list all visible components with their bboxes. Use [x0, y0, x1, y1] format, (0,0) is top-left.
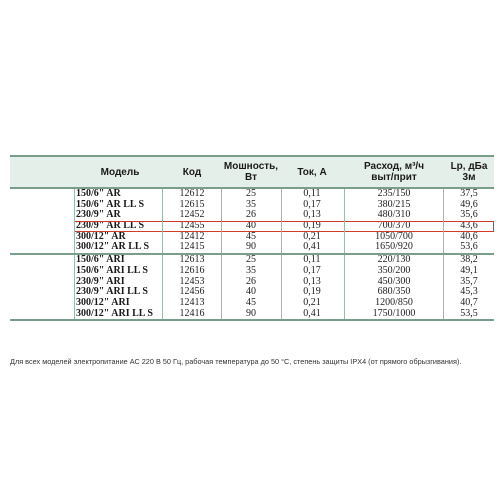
column-divider: [344, 255, 345, 319]
column-divider: [221, 255, 222, 319]
group-surface: [10, 189, 494, 253]
header-flow-line2: выт/прит: [371, 172, 417, 183]
column-divider: [74, 255, 75, 319]
column-divider: [162, 189, 163, 253]
group-divider: [10, 319, 494, 321]
table-row: [10, 242, 494, 253]
code-cell: 12613: [179, 254, 205, 266]
code-cell: 12412: [179, 230, 205, 242]
noise-cell: 35,7: [460, 275, 478, 287]
power-cell: 25: [246, 254, 256, 266]
column-divider: [443, 255, 444, 319]
table-header: [10, 155, 494, 189]
footnote: Для всех моделей электропитание АС 220 В 50 Гц, рабочая температура до 50 °С, степень защиты IPX4 (от прямого обрызгивания).: [10, 357, 462, 366]
flow-cell: 680/350: [377, 286, 411, 298]
column-divider: [221, 189, 222, 253]
power-cell: 25: [246, 188, 256, 199]
flow-cell: 350/200: [377, 264, 411, 276]
code-cell: 12415: [179, 241, 205, 253]
table-row: [10, 298, 494, 309]
code-cell: 12455: [179, 220, 205, 232]
column-divider: [162, 255, 163, 319]
current-cell: 0,21: [303, 230, 321, 242]
model-cell: 230/9" AR LL S: [76, 220, 145, 232]
current-cell: 0,41: [303, 307, 321, 319]
current-cell: 0,21: [303, 296, 321, 308]
code-cell: 12452: [179, 209, 205, 221]
header-flow: [346, 157, 442, 187]
power-cell: 45: [246, 296, 256, 308]
noise-cell: 35,6: [460, 209, 478, 221]
model-cell: 150/6" ARI: [76, 254, 125, 266]
flow-cell: 220/130: [377, 254, 411, 266]
noise-cell: 43,6: [460, 220, 478, 232]
noise-cell: 53,6: [460, 241, 478, 253]
model-cell: 300/12" AR LL S: [76, 241, 150, 253]
current-cell: 0,19: [303, 286, 321, 298]
header-current: Ток, А: [297, 166, 327, 178]
power-cell: 26: [246, 209, 256, 221]
flow-cell: 480/310: [377, 209, 411, 221]
column-divider: [443, 189, 444, 253]
current-cell: 0,13: [303, 275, 321, 287]
code-cell: 12456: [179, 286, 205, 298]
flow-cell: 380/215: [377, 198, 411, 210]
model-cell: 150/6" AR LL S: [76, 198, 145, 210]
current-cell: 0,17: [303, 198, 321, 210]
code-cell: 12413: [179, 296, 205, 308]
code-cell: 12615: [179, 198, 205, 210]
noise-cell: 49,1: [460, 264, 478, 276]
group-recessed: [10, 255, 494, 319]
power-cell: 90: [246, 241, 256, 253]
noise-cell: 40,6: [460, 230, 478, 242]
current-cell: 0,13: [303, 209, 321, 221]
power-cell: 90: [246, 307, 256, 319]
current-cell: 0,17: [303, 264, 321, 276]
noise-cell: 45,3: [460, 286, 478, 298]
power-cell: 40: [246, 286, 256, 298]
header-noise: Lp, дБа 3м: [450, 161, 488, 183]
header-code: Код: [182, 166, 202, 178]
spec-table-container: [10, 155, 494, 321]
model-cell: 230/9" ARI: [76, 275, 125, 287]
model-cell: 300/12" ARI LL S: [76, 307, 153, 319]
noise-cell: 49,6: [460, 198, 478, 210]
code-cell: 12616: [179, 264, 205, 276]
model-cell: 230/9" AR: [76, 209, 121, 221]
column-divider: [281, 255, 282, 319]
table-row: [10, 266, 494, 277]
power-cell: 40: [246, 220, 256, 232]
table-body: [10, 189, 494, 321]
model-cell: 150/6" ARI LL S: [76, 264, 148, 276]
noise-cell: 53,5: [460, 307, 478, 319]
code-cell: 12453: [179, 275, 205, 287]
model-cell: 300/12" AR: [76, 230, 126, 242]
code-cell: 12416: [179, 307, 205, 319]
power-cell: 35: [246, 264, 256, 276]
header-flow-line1: Расход, м³/ч: [363, 161, 425, 172]
flow-cell: 1200/850: [375, 296, 413, 308]
flow-cell: 450/300: [377, 275, 411, 287]
noise-cell: 40,7: [460, 296, 478, 308]
power-cell: 26: [246, 275, 256, 287]
flow-cell: 700/370: [377, 220, 411, 232]
current-cell: 0,11: [303, 254, 321, 266]
column-divider: [344, 189, 345, 253]
header-power: Мошность, Вт: [223, 161, 279, 183]
power-cell: 45: [246, 230, 256, 242]
power-cell: 35: [246, 198, 256, 210]
table-row: [10, 309, 494, 320]
flow-cell: 235/150: [377, 188, 411, 199]
current-cell: 0,19: [303, 220, 321, 232]
header-model: Модель: [100, 166, 140, 178]
current-cell: 0,11: [303, 188, 321, 199]
column-divider: [281, 189, 282, 253]
flow-cell: 1750/1000: [372, 307, 416, 319]
model-cell: 230/9" ARI LL S: [76, 286, 148, 298]
flow-cell: 1050/700: [375, 230, 413, 242]
column-divider: [74, 189, 75, 253]
noise-cell: 38,2: [460, 254, 478, 266]
noise-cell: 37,5: [460, 188, 478, 199]
code-cell: 12612: [179, 188, 205, 199]
spec-table: [10, 155, 494, 321]
current-cell: 0,41: [303, 241, 321, 253]
model-cell: 150/6" AR: [76, 188, 121, 199]
model-cell: 300/12" ARI: [76, 296, 130, 308]
flow-cell: 1650/920: [375, 241, 413, 253]
